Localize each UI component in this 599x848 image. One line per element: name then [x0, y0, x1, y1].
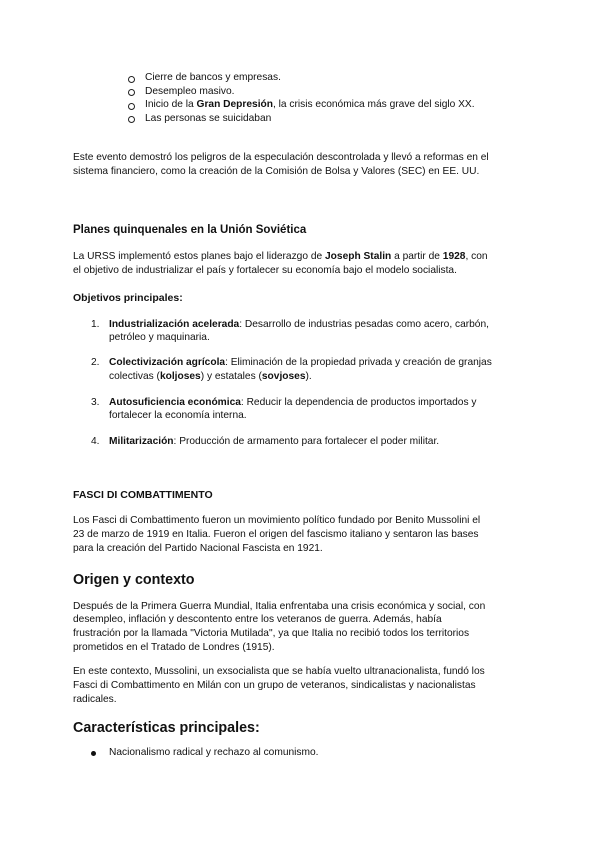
paragraph-line: el objetivo de industrializar el país y fortalecer su economía bajo el modelo socialista.	[73, 265, 457, 276]
hollow-bullet-icon	[128, 116, 135, 123]
list-item: Nacionalismo radical y rechazo al comunismo.	[109, 747, 319, 758]
list-number: 4.	[91, 436, 100, 447]
list-item-cont: petróleo y maquinaria.	[109, 332, 210, 343]
section-heading: Planes quinquenales en la Unión Soviética	[73, 224, 307, 236]
hollow-bullet-icon	[128, 103, 135, 110]
list-item-cont: fortalecer la economía interna.	[109, 410, 247, 421]
paragraph-line: frustración por la llamada "Victoria Mutilada", ya que Italia no recibió todos los territorios	[73, 628, 470, 639]
list-number: 1.	[91, 319, 100, 330]
paragraph-line: 23 de marzo de 1919 en Italia. Fueron el origen del fascismo italiano y sentaron las bases	[73, 529, 479, 540]
paragraph-line: desempleo, inflación y descontento entre los veteranos de guerra. Además, había	[73, 614, 442, 625]
list-item: Industrialización acelerada: Desarrollo de industrias pesadas como acero, carbón,	[109, 319, 489, 330]
list-item: Inicio de la Gran Depresión, la crisis económica más grave del siglo XX.	[145, 99, 475, 110]
list-item: Cierre de bancos y empresas.	[145, 72, 281, 83]
list-item: Colectivización agrícola: Eliminación de la propiedad privada y creación de granjas	[109, 357, 492, 368]
paragraph-line: Este evento demostró los peligros de la especulación descontrolada y llevó a reformas en el	[73, 152, 489, 163]
section-heading: Origen y contexto	[73, 572, 195, 588]
list-number: 2.	[91, 357, 100, 368]
section-heading: Características principales:	[73, 720, 260, 736]
paragraph-line: prometidos en el Tratado de Londres (1915).	[73, 642, 275, 653]
paragraph-line: radicales.	[73, 694, 117, 705]
paragraph-line: Después de la Primera Guerra Mundial, Italia enfrentaba una crisis económica y social, con	[73, 601, 486, 612]
paragraph-line: Los Fasci di Combattimento fueron un movimiento político fundado por Benito Mussolini el	[73, 515, 481, 526]
hollow-bullet-icon	[128, 89, 135, 96]
section-heading: FASCI DI COMBATTIMENTO	[73, 489, 213, 501]
list-item: Autosuficiencia económica: Reducir la dependencia de productos importados y	[109, 397, 477, 408]
list-number: 3.	[91, 397, 100, 408]
hollow-bullet-icon	[128, 76, 135, 83]
list-item: Las personas se suicidaban	[145, 113, 272, 124]
subheading: Objetivos principales:	[73, 292, 183, 304]
list-item: Militarización: Producción de armamento para fortalecer el poder militar.	[109, 436, 440, 447]
list-item-cont: colectivas (koljoses) y estatales (sovjoses).	[109, 371, 312, 382]
paragraph-line: La URSS implementó estos planes bajo el liderazgo de Joseph Stalin a partir de 1928, con	[73, 251, 488, 262]
list-item: Desempleo masivo.	[145, 86, 235, 97]
solid-bullet-icon	[91, 751, 96, 756]
paragraph-line: sistema financiero, como la creación de la Comisión de Bolsa y Valores (SEC) en EE. UU.	[73, 166, 480, 177]
paragraph-line: Fasci di Combattimento en Milán con un grupo de veteranos, sindicalistas y nacionalistas	[73, 680, 476, 691]
paragraph-line: En este contexto, Mussolini, un exsocialista que se había vuelto ultranacionalista, fundó los	[73, 666, 485, 677]
paragraph-line: para la creación del Partido Nacional Fascista en 1921.	[73, 543, 323, 554]
